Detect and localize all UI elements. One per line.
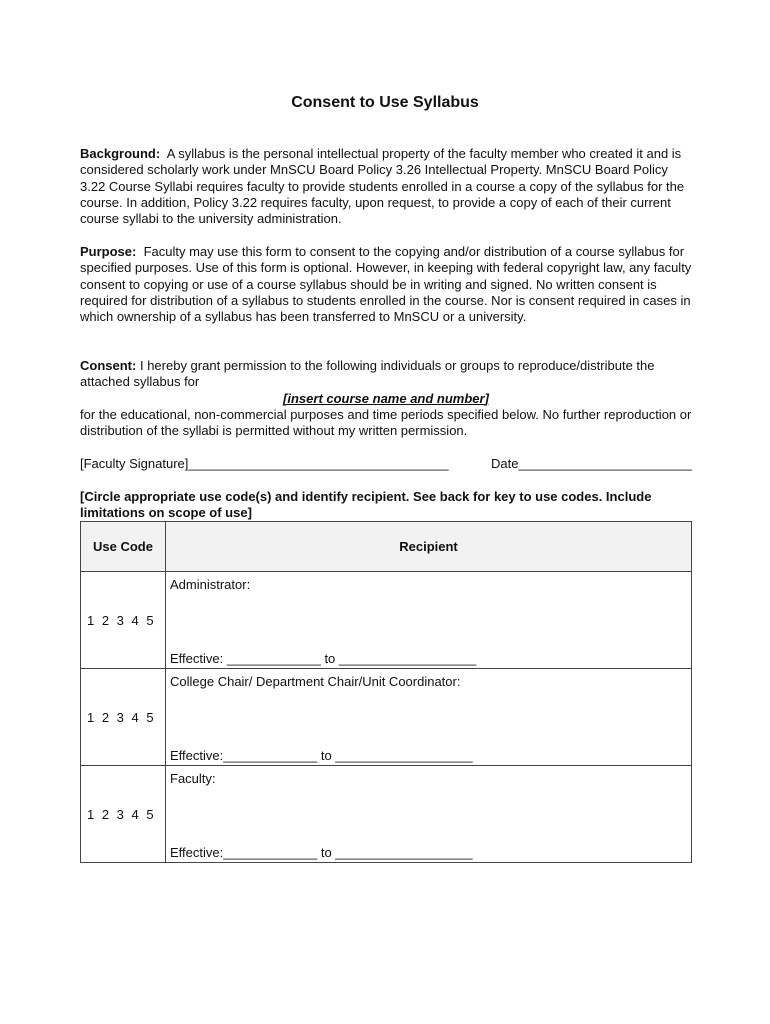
table-row	[81, 766, 692, 863]
purpose-label: Purpose:	[80, 244, 137, 259]
use-code-options[interactable]: 1 2 3 4 5	[81, 766, 166, 863]
consent-paragraph	[80, 358, 692, 439]
effective-dates-field[interactable]: Effective:_____________ to ___________________	[170, 748, 473, 763]
table-row	[81, 669, 692, 766]
recipient-cell[interactable]	[166, 766, 692, 863]
effective-dates-field[interactable]: Effective:_____________ to ___________________	[170, 845, 473, 860]
recipient-cell[interactable]	[166, 572, 692, 669]
recipient-label: Faculty:	[170, 771, 216, 786]
instructions: [Circle appropriate use code(s) and identify recipient. See back for key to use codes. Include limitations on scope of use]	[80, 489, 652, 520]
course-name-field[interactable]: [insert course name and number]	[283, 390, 489, 406]
table-header-row	[81, 522, 692, 572]
use-code-options[interactable]: 1 2 3 4 5	[81, 669, 166, 766]
recipient-header: Recipient	[166, 522, 692, 572]
effective-dates-field[interactable]: Effective: _____________ to ___________________	[170, 651, 477, 666]
recipient-label: College Chair/ Department Chair/Unit Coordinator:	[170, 674, 461, 689]
table-row	[81, 572, 692, 669]
consent-text: I hereby grant permission to the following individuals or groups to reproduce/distribute the attached syllabus for	[80, 358, 655, 390]
background-paragraph	[80, 146, 692, 227]
use-code-table	[80, 521, 692, 863]
purpose-text: Faculty may use this form to consent to the copying and/or distribution of a course syllabus for specified purposes. Use of this form is optional. However, in keeping with federal copyright law, any faculty consent to copying or use of a course syllabus should be in writing and signed. No written consent is required for distribution of a syllabus to students enrolled in the course. Nor is consent required in cases in which ownership of a syllabus has been transferred to MnSCU or a university.	[80, 244, 692, 325]
use-code-options[interactable]: 1 2 3 4 5	[81, 572, 166, 669]
faculty-signature-field[interactable]: [Faculty Signature]____________________________________	[80, 456, 449, 471]
consent-label: Consent:	[80, 358, 137, 373]
page-title: Consent to Use Syllabus	[291, 94, 479, 111]
background-text: A syllabus is the personal intellectual property of the faculty member who created it and is considered scholarly work under MnSCU Board Policy 3.26 Intellectual Property. MnSCU Board Policy 3.22 Course Syllabi requires faculty to provide students enrolled in a course a copy of the syllabus for the course. In addition, Policy 3.22 requires faculty, upon request, to provide a copy of each of their current course syllabi to the university administration.	[80, 146, 685, 227]
background-label: Background:	[80, 146, 161, 161]
recipient-label: Administrator:	[170, 577, 251, 592]
date-field[interactable]: Date________________________	[491, 456, 692, 471]
recipient-cell[interactable]	[166, 669, 692, 766]
consent-text-after: for the educational, non-commercial purposes and time periods specified below. No further reproduction or distribution of the syllabi is permitted without my written permission.	[80, 406, 692, 439]
use-code-header: Use Code	[81, 522, 166, 572]
signature-line	[80, 456, 692, 471]
purpose-paragraph	[80, 244, 692, 325]
